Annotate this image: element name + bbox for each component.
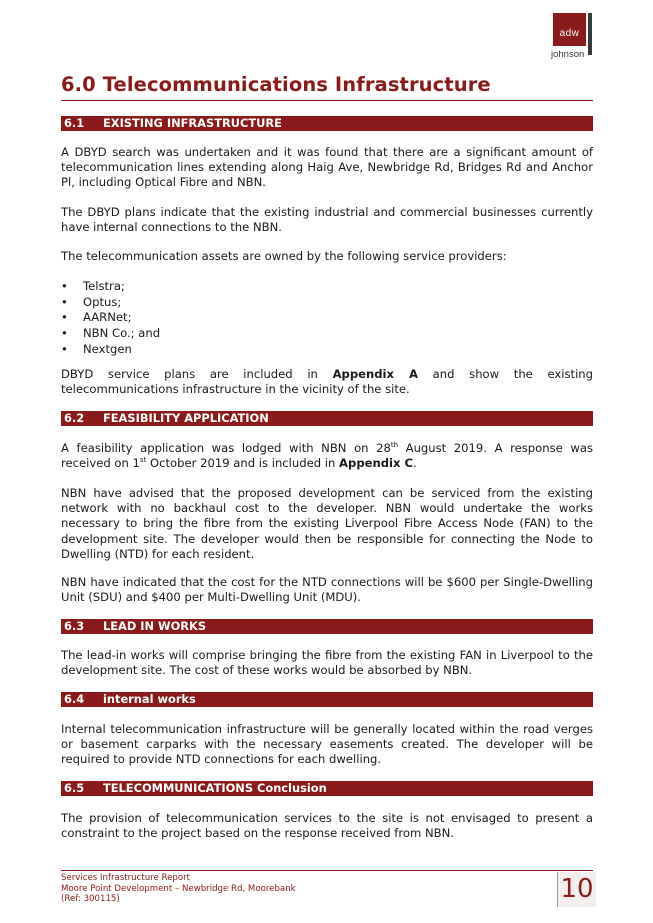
section-title: TELECOMMUNICATIONS Conclusion xyxy=(103,781,327,795)
logo-mark xyxy=(553,13,586,46)
page-title: 6.0 Telecommunications Infrastructure xyxy=(61,73,491,96)
paragraph: Internal telecommunication infrastructure will be generally located within the road verges or basement carparks with the necessary easements created. The developer will be required to provide NTD connections for each dwelling. xyxy=(61,722,593,767)
footer-divider xyxy=(61,870,593,871)
paragraph: The lead-in works will comprise bringing the fibre from the existing FAN in Liverpool to the development site. The cost of these works would be absorbed by NBN. xyxy=(61,648,593,678)
section-number: 6.5 xyxy=(64,781,85,795)
list-item: • NBN Co.; and xyxy=(61,326,160,342)
section-title: EXISTING INFRASTRUCTURE xyxy=(103,116,282,130)
title-divider xyxy=(61,100,593,101)
list-item: • AARNet; xyxy=(61,310,160,326)
section-number: 6.1 xyxy=(64,116,85,130)
list-item: • Optus; xyxy=(61,295,160,311)
logo-name: johnson xyxy=(551,49,585,60)
report-title: Services Infrastructure Report xyxy=(61,873,190,883)
section-heading-6-5 xyxy=(61,781,593,796)
appendix-reference: Appendix C xyxy=(339,456,414,471)
page-number: 10 xyxy=(557,872,596,907)
footer xyxy=(61,873,296,905)
provider-list xyxy=(61,279,160,358)
text: DBYD service plans are included in xyxy=(61,367,333,381)
text: October 2019 and is included in xyxy=(146,456,340,471)
paragraph: NBN have indicated that the cost for the NTD connections will be $600 per Single-Dwelling Unit (SDU) and $400 per Multi-Dwelling Unit (MDU). xyxy=(61,575,593,605)
paragraph xyxy=(61,441,593,471)
text: and show the existing telecommunications infrastructure in the vicinity of the site. xyxy=(61,367,594,397)
section-number: 6.4 xyxy=(64,692,85,706)
project-name: Moore Point Development – Newbridge Rd, Moorebank xyxy=(61,883,296,894)
logo-mark-text: adw xyxy=(559,28,580,39)
paragraph: The DBYD plans indicate that the existing industrial and commercial businesses currently have internal connections to the NBN. xyxy=(61,205,593,235)
section-heading-6-2 xyxy=(61,411,593,426)
section-heading-6-4 xyxy=(61,692,593,707)
section-number: 6.3 xyxy=(64,619,85,633)
section-title: FEASIBILITY APPLICATION xyxy=(103,411,269,425)
section-title: LEAD IN WORKS xyxy=(103,619,207,633)
text: August 2019. A response was received on 1 xyxy=(61,441,593,471)
section-title: internal works xyxy=(103,692,196,706)
list-item: • Telstra; xyxy=(61,279,160,295)
paragraph: NBN have advised that the proposed development can be serviced from the existing network with no backhaul cost to the developer. NBN would undertake the works necessary to bring the fibre from the existing Liverpool Fibre Access Node (FAN) to the development site. The developer would then be responsible for connecting the Node to Dwelling (NTD) for each resident. xyxy=(61,486,593,561)
paragraph: The telecommunication assets are owned by the following service providers: xyxy=(61,249,507,263)
appendix-reference: Appendix A xyxy=(332,367,418,381)
ordinal-suffix: st xyxy=(139,456,147,465)
section-heading-6-3 xyxy=(61,619,593,634)
company-logo xyxy=(551,13,593,60)
paragraph: A DBYD search was undertaken and it was found that there are a significant amount of telecommunication lines extending along Haig Ave, Newbridge Rd, Bridges Rd and Anchor Pl, including Optical Fibre and NBN. xyxy=(61,145,593,190)
section-number: 6.2 xyxy=(64,411,85,425)
text: . xyxy=(413,456,417,471)
section-heading-6-1 xyxy=(61,116,593,131)
reference-number: (Ref: 300115) xyxy=(61,894,120,905)
text: A feasibility application was lodged with NBN on 28 xyxy=(61,441,391,455)
list-item: • Nextgen xyxy=(61,342,160,358)
paragraph: The provision of telecommunication services to the site is not envisaged to present a constraint to the project based on the response received from NBN. xyxy=(61,811,593,841)
paragraph xyxy=(61,367,593,397)
ordinal-suffix: th xyxy=(390,441,399,449)
